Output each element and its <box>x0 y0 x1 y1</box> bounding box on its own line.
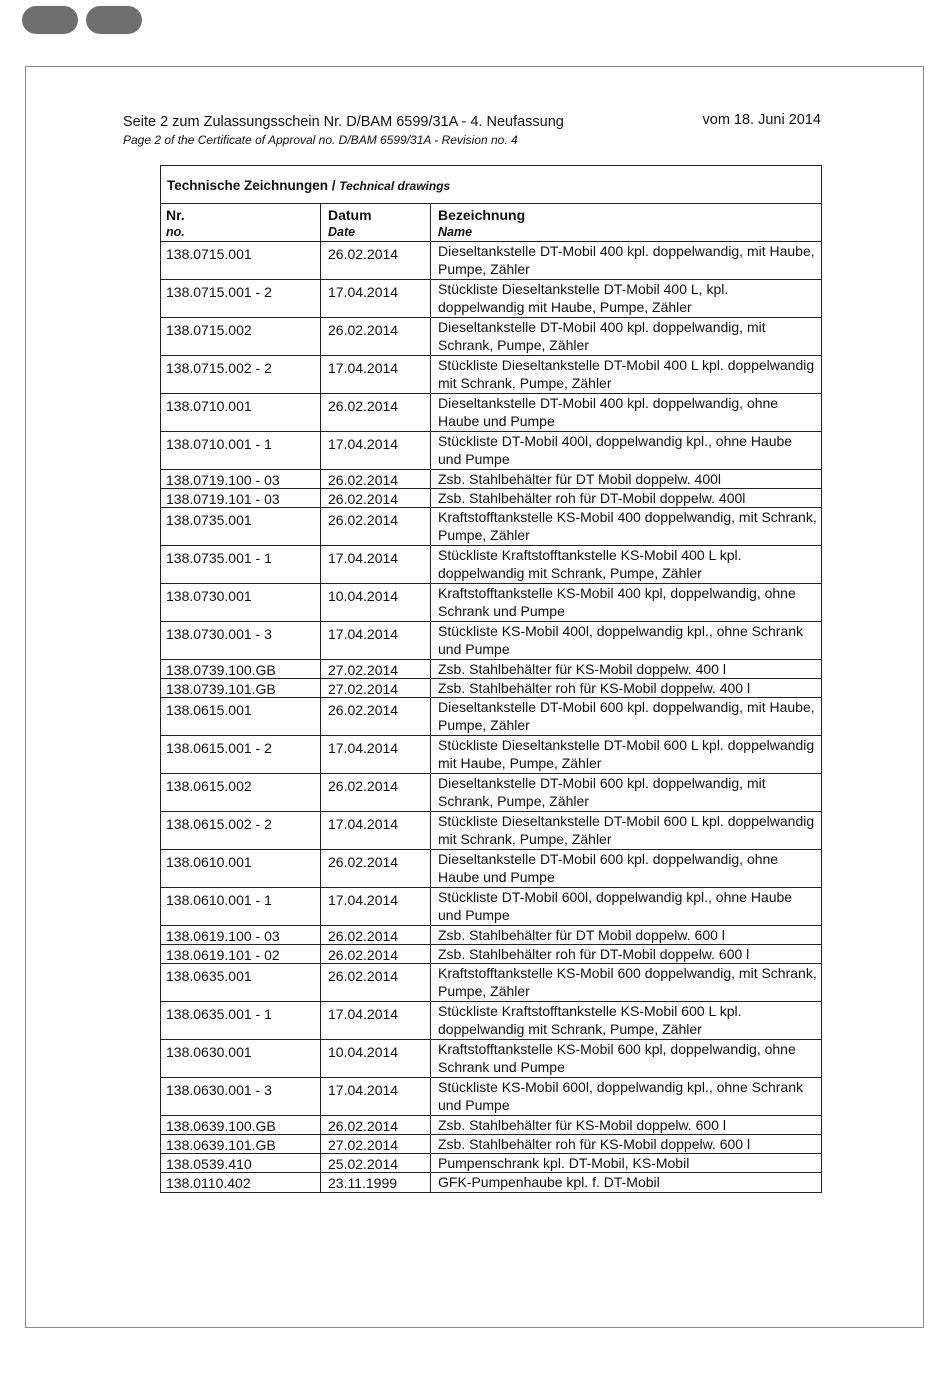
cell-nr: 138.0735.001 <box>161 508 321 545</box>
cell-nr: 138.0739.100.GB <box>161 660 321 678</box>
cell-date: 17.04.2014 <box>321 622 431 659</box>
table-row <box>161 1040 821 1078</box>
decorative-pill-right <box>86 6 142 34</box>
cell-name: Dieseltankstelle DT-Mobil 600 kpl. doppelwandig, mit Haube, Pumpe, Zähler <box>438 699 815 733</box>
cell-date: 26.02.2014 <box>321 698 431 735</box>
cell-name: Kraftstofftankstelle KS-Mobil 400 doppelwandig, mit Schrank, Pumpe, Zähler <box>438 509 817 543</box>
table-row <box>161 242 821 280</box>
table-row <box>161 964 821 1002</box>
cell-nr: 138.0110.402 <box>161 1173 321 1192</box>
cell-name: Stückliste Dieseltankstelle DT-Mobil 600 L kpl. doppelwandig mit Schrank, Pumpe, Zähler <box>438 813 815 847</box>
cell-nr: 138.0719.101 - 03 <box>161 489 321 507</box>
cell-name: Stückliste Dieseltankstelle DT-Mobil 400 L, kpl. doppelwandig mit Haube, Pumpe, Zähler <box>438 281 729 315</box>
column-header-en: Date <box>328 225 356 239</box>
cell-date: 17.04.2014 <box>321 1078 431 1115</box>
table-row <box>161 318 821 356</box>
cell-name: Zsb. Stahlbehälter für KS-Mobil doppelw. 400 l <box>438 661 726 677</box>
cell-date: 27.02.2014 <box>321 1135 431 1153</box>
cell-nr: 138.0710.001 <box>161 394 321 431</box>
cell-name: Kraftstofftankstelle KS-Mobil 400 kpl, doppelwandig, ohne Schrank und Pumpe <box>438 585 796 619</box>
table-header-row <box>161 204 821 242</box>
drawings-table <box>160 165 822 1193</box>
cell-name: Stückliste DT-Mobil 600l, doppelwandig kpl., ohne Haube und Pumpe <box>438 889 793 923</box>
cell-nr: 138.0635.001 <box>161 964 321 1001</box>
cell-nr: 138.0715.001 <box>161 242 321 279</box>
cell-nr: 138.0715.002 - 2 <box>161 356 321 393</box>
cell-name: Pumpenschrank kpl. DT-Mobil, KS-Mobil <box>438 1155 690 1171</box>
cell-date: 26.02.2014 <box>321 470 431 488</box>
cell-nr: 138.0630.001 <box>161 1040 321 1077</box>
cell-nr: 138.0619.101 - 02 <box>161 945 321 963</box>
cell-date: 26.02.2014 <box>321 242 431 279</box>
cell-nr: 138.0619.100 - 03 <box>161 926 321 944</box>
cell-name: Stückliste Dieseltankstelle DT-Mobil 600 L kpl. doppelwandig mit Haube, Pumpe, Zähler <box>438 737 815 771</box>
cell-nr: 138.0610.001 - 1 <box>161 888 321 925</box>
cell-name: Zsb. Stahlbehälter roh für KS-Mobil doppelw. 400 l <box>438 680 751 696</box>
table-row <box>161 850 821 888</box>
cell-nr: 138.0730.001 <box>161 584 321 621</box>
cell-date: 23.11.1999 <box>321 1173 431 1192</box>
cell-nr: 138.0610.001 <box>161 850 321 887</box>
table-body <box>161 242 821 1192</box>
cell-name: Zsb. Stahlbehälter roh für DT-Mobil doppelw. 400l <box>438 490 746 506</box>
cell-date: 26.02.2014 <box>321 1116 431 1134</box>
cell-name: Zsb. Stahlbehälter roh für KS-Mobil doppelw. 600 l <box>438 1136 751 1152</box>
header-date: vom 18. Juni 2014 <box>702 112 821 128</box>
table-row <box>161 736 821 774</box>
table-row <box>161 584 821 622</box>
decorative-pill-left <box>22 6 78 34</box>
table-row <box>161 622 821 660</box>
column-header-date <box>321 204 431 241</box>
table-row <box>161 1002 821 1040</box>
cell-date: 17.04.2014 <box>321 1002 431 1039</box>
cell-date: 26.02.2014 <box>321 964 431 1001</box>
cell-nr: 138.0639.101.GB <box>161 1135 321 1153</box>
cell-name: Stückliste Kraftstofftankstelle KS-Mobil 600 L kpl. doppelwandig mit Schrank, Pumpe, Zähler <box>438 1003 742 1037</box>
cell-nr: 138.0739.101.GB <box>161 679 321 697</box>
cell-nr: 138.0719.100 - 03 <box>161 470 321 488</box>
column-header-de: Nr. <box>166 207 185 223</box>
cell-date: 26.02.2014 <box>321 318 431 355</box>
cell-date: 26.02.2014 <box>321 774 431 811</box>
table-row <box>161 1173 821 1192</box>
header-title-en: Page 2 of the Certificate of Approval no. D/BAM 6599/31A - Revision no. 4 <box>123 133 518 147</box>
cell-date: 17.04.2014 <box>321 280 431 317</box>
table-row <box>161 679 821 698</box>
cell-name: Kraftstofftankstelle KS-Mobil 600 kpl, doppelwandig, ohne Schrank und Pumpe <box>438 1041 796 1075</box>
table-row <box>161 356 821 394</box>
cell-date: 10.04.2014 <box>321 1040 431 1077</box>
cell-date: 26.02.2014 <box>321 508 431 545</box>
cell-nr: 138.0715.002 <box>161 318 321 355</box>
column-header-de: Datum <box>328 207 372 223</box>
table-row <box>161 1116 821 1135</box>
cell-nr: 138.0730.001 - 3 <box>161 622 321 659</box>
cell-nr: 138.0735.001 - 1 <box>161 546 321 583</box>
cell-date: 26.02.2014 <box>321 926 431 944</box>
cell-nr: 138.0635.001 - 1 <box>161 1002 321 1039</box>
cell-name: Dieseltankstelle DT-Mobil 600 kpl. doppelwandig, mit Schrank, Pumpe, Zähler <box>438 775 766 809</box>
cell-name: Dieseltankstelle DT-Mobil 600 kpl. doppelwandig, ohne Haube und Pumpe <box>438 851 779 885</box>
header-title-de: Seite 2 zum Zulassungsschein Nr. D/BAM 6599/31A - 4. Neufassung <box>123 114 564 130</box>
cell-date: 26.02.2014 <box>321 945 431 963</box>
cell-date: 27.02.2014 <box>321 679 431 697</box>
cell-name: Dieseltankstelle DT-Mobil 400 kpl. doppelwandig, ohne Haube und Pumpe <box>438 395 779 429</box>
cell-date: 26.02.2014 <box>321 394 431 431</box>
table-row <box>161 489 821 508</box>
table-title-en: Technical drawings <box>339 179 451 193</box>
cell-name: Stückliste DT-Mobil 400l, doppelwandig kpl., ohne Haube und Pumpe <box>438 433 793 467</box>
column-header-de: Bezeichnung <box>438 207 526 223</box>
table-row <box>161 280 821 318</box>
column-header-name <box>431 204 821 241</box>
cell-nr: 138.0615.001 <box>161 698 321 735</box>
cell-nr: 138.0715.001 - 2 <box>161 280 321 317</box>
cell-name: Dieseltankstelle DT-Mobil 400 kpl. doppelwandig, mit Schrank, Pumpe, Zähler <box>438 319 766 353</box>
table-row <box>161 394 821 432</box>
table-row <box>161 926 821 945</box>
cell-nr: 138.0615.001 - 2 <box>161 736 321 773</box>
table-row <box>161 812 821 850</box>
table-row <box>161 1078 821 1116</box>
table-title <box>161 166 821 204</box>
table-row <box>161 660 821 679</box>
cell-name: GFK-Pumpenhaube kpl. f. DT-Mobil <box>438 1174 660 1190</box>
column-header-en: no. <box>166 225 185 239</box>
cell-date: 17.04.2014 <box>321 888 431 925</box>
cell-nr: 138.0639.100.GB <box>161 1116 321 1134</box>
table-row <box>161 508 821 546</box>
cell-date: 17.04.2014 <box>321 356 431 393</box>
cell-date: 17.04.2014 <box>321 736 431 773</box>
cell-date: 26.02.2014 <box>321 850 431 887</box>
table-row <box>161 1135 821 1154</box>
cell-date: 27.02.2014 <box>321 660 431 678</box>
cell-name: Stückliste Dieseltankstelle DT-Mobil 400 L kpl. doppelwandig mit Schrank, Pumpe, Zähler <box>438 357 815 391</box>
cell-date: 17.04.2014 <box>321 546 431 583</box>
table-row <box>161 470 821 489</box>
table-row <box>161 888 821 926</box>
table-row <box>161 774 821 812</box>
cell-date: 26.02.2014 <box>321 489 431 507</box>
table-row <box>161 698 821 736</box>
cell-date: 10.04.2014 <box>321 584 431 621</box>
cell-nr: 138.0539.410 <box>161 1154 321 1172</box>
cell-date: 17.04.2014 <box>321 812 431 849</box>
cell-name: Zsb. Stahlbehälter für DT Mobil doppelw. 400l <box>438 471 722 487</box>
cell-name: Stückliste KS-Mobil 400l, doppelwandig kpl., ohne Schrank und Pumpe <box>438 623 803 657</box>
cell-name: Stückliste KS-Mobil 600l, doppelwandig kpl., ohne Schrank und Pumpe <box>438 1079 803 1113</box>
cell-nr: 138.0710.001 - 1 <box>161 432 321 469</box>
cell-name: Zsb. Stahlbehälter roh für DT-Mobil doppelw. 600 l <box>438 946 750 962</box>
table-row <box>161 546 821 584</box>
cell-name: Zsb. Stahlbehälter für KS-Mobil doppelw. 600 l <box>438 1117 726 1133</box>
table-row <box>161 1154 821 1173</box>
column-header-en: Name <box>438 225 473 239</box>
cell-nr: 138.0615.002 <box>161 774 321 811</box>
cell-name: Dieseltankstelle DT-Mobil 400 kpl. doppelwandig, mit Haube, Pumpe, Zähler <box>438 243 815 277</box>
cell-nr: 138.0630.001 - 3 <box>161 1078 321 1115</box>
cell-date: 25.02.2014 <box>321 1154 431 1172</box>
table-title-de: Technische Zeichnungen / <box>167 178 340 193</box>
column-header-nr <box>161 204 321 241</box>
cell-name: Kraftstofftankstelle KS-Mobil 600 doppelwandig, mit Schrank, Pumpe, Zähler <box>438 965 817 999</box>
cell-name: Stückliste Kraftstofftankstelle KS-Mobil 400 L kpl. doppelwandig mit Schrank, Pumpe, Zähler <box>438 547 742 581</box>
cell-date: 17.04.2014 <box>321 432 431 469</box>
cell-nr: 138.0615.002 - 2 <box>161 812 321 849</box>
cell-name: Zsb. Stahlbehälter für DT Mobil doppelw. 600 l <box>438 927 725 943</box>
table-row <box>161 432 821 470</box>
table-row <box>161 945 821 964</box>
